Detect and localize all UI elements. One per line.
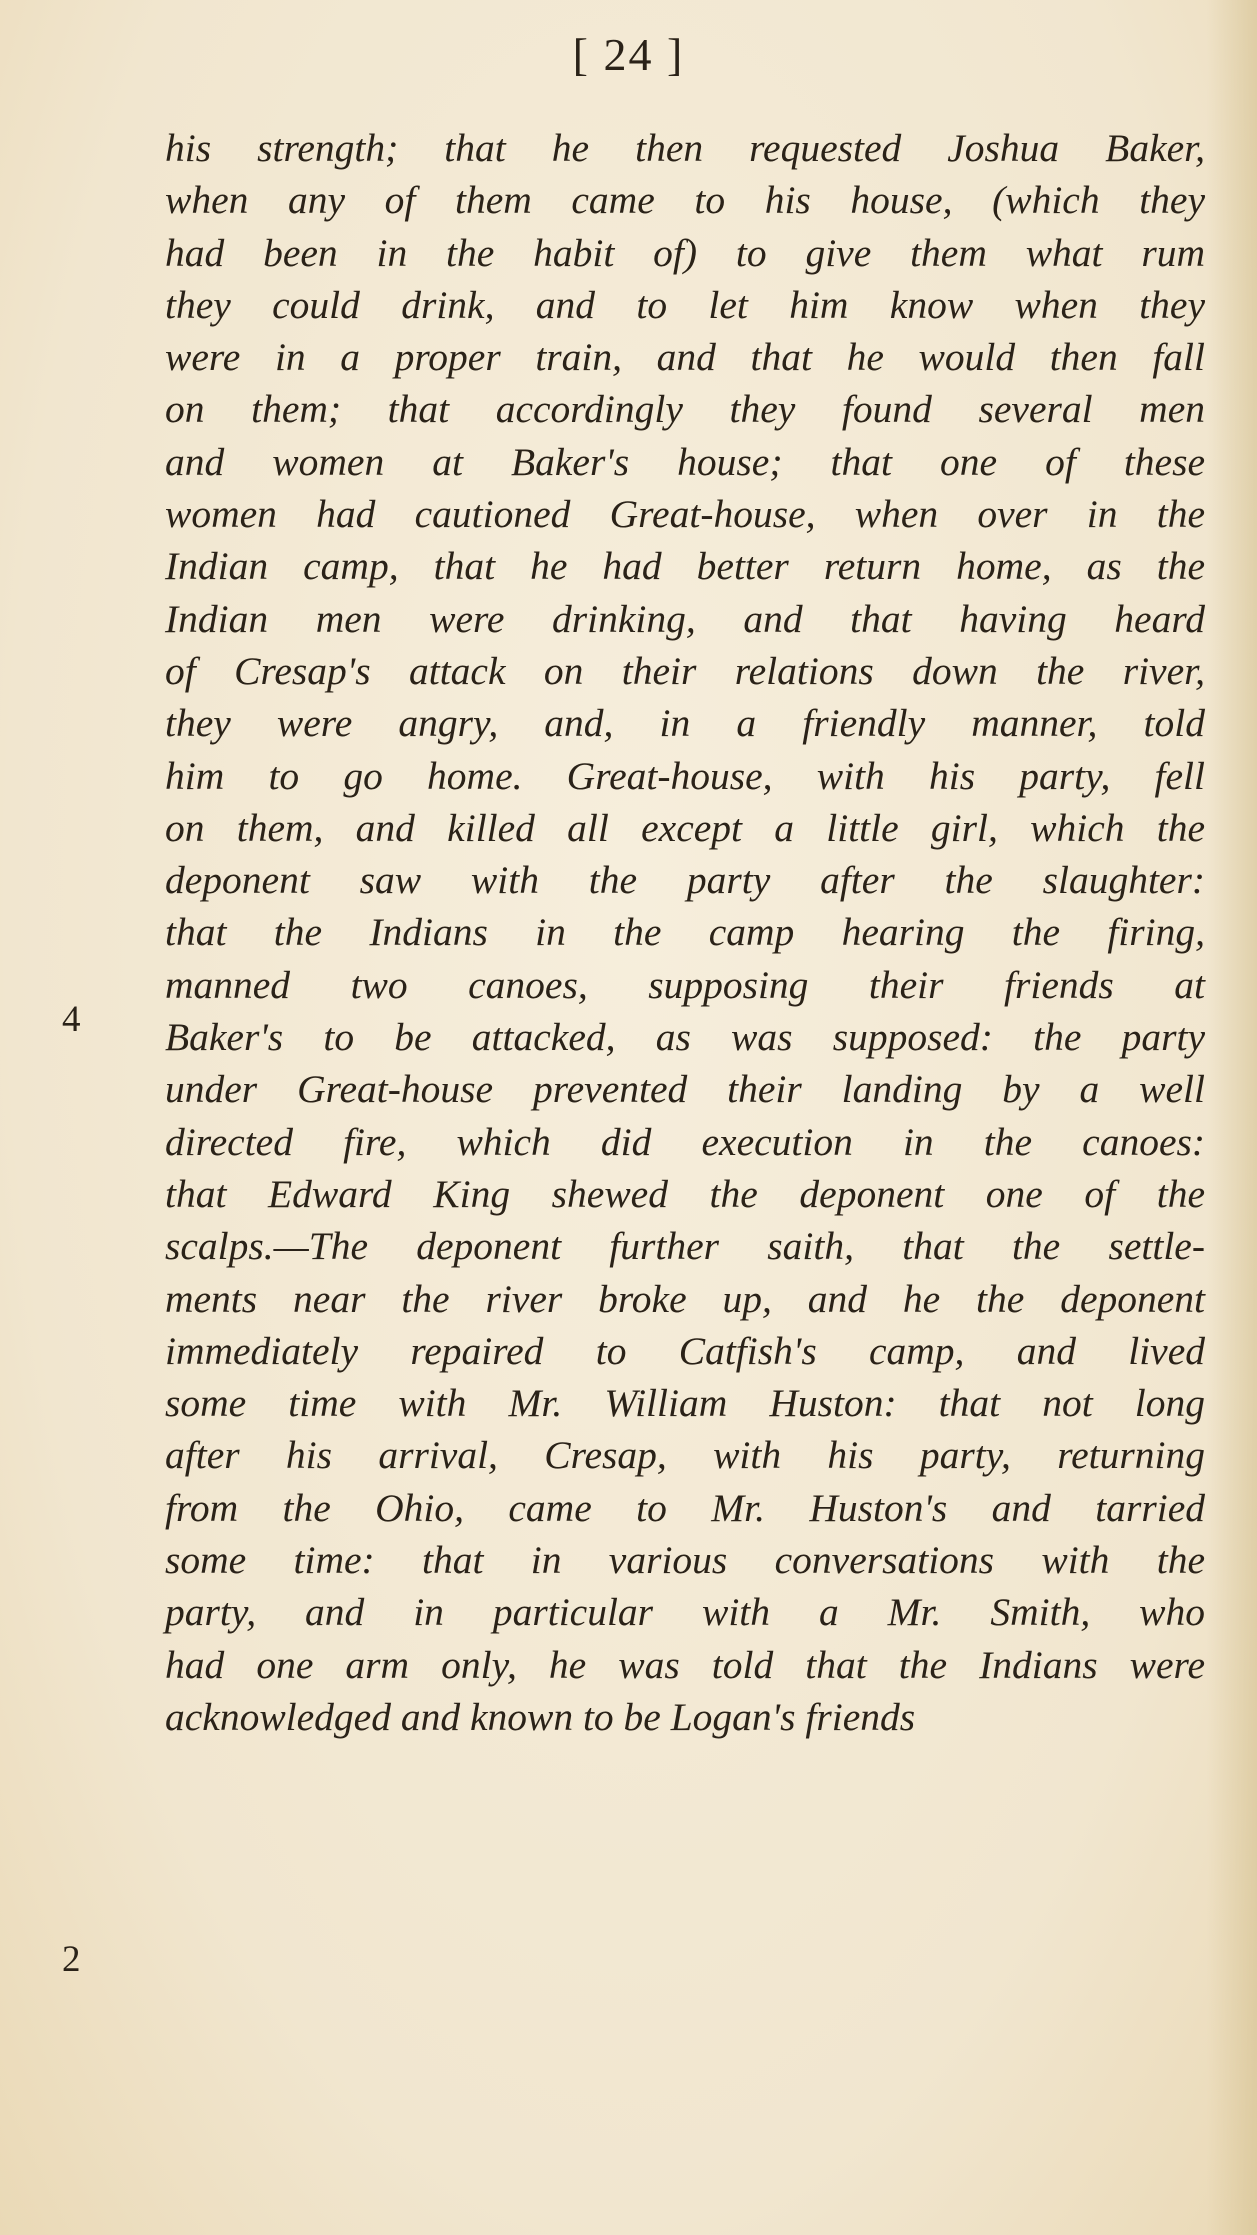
- text-line: Indian men were drinking, and that having heard: [165, 596, 1205, 641]
- text-line: ments near the river broke up, and he the deponent: [165, 1276, 1205, 1321]
- text-line: had one arm only, he was told that the Indians were: [165, 1642, 1205, 1687]
- text-line: Baker's to be attacked, as was supposed: the party: [165, 1015, 1205, 1060]
- text-line: Indian camp, that he had better return home, as the: [165, 544, 1205, 589]
- text-line: when any of them came to his house, (which they: [165, 178, 1205, 223]
- text-line: women had cautioned Great-house, when over in the: [165, 492, 1205, 537]
- text-line: of Cresap's attack on their relations down the river,: [165, 648, 1205, 693]
- text-line: on them, and killed all except a little girl, which the: [165, 805, 1205, 850]
- margin-number: 4: [62, 999, 81, 1040]
- text-line: that Edward King shewed the deponent one of the: [165, 1171, 1205, 1216]
- body-text: [165, 122, 1205, 1743]
- text-line: were in a proper train, and that he would then fall: [165, 335, 1205, 380]
- page-number-header: [ 24 ]: [572, 29, 685, 80]
- text-line: on them; that accordingly they found several men: [165, 387, 1205, 432]
- text-line: immediately repaired to Catfish's camp, and lived: [165, 1328, 1205, 1373]
- text-line: manned two canoes, supposing their friends at: [165, 962, 1205, 1007]
- text-line: deponent saw with the party after the slaughter:: [165, 858, 1205, 903]
- text-line: they could drink, and to let him know when they: [165, 282, 1205, 327]
- text-line: scalps.—The deponent further saith, that the settle-: [165, 1224, 1205, 1269]
- text-line: that the Indians in the camp hearing the firing,: [165, 910, 1205, 955]
- text-line: under Great-house prevented their landing by a well: [165, 1067, 1205, 1112]
- text-line: acknowledged and known to be Logan's friends: [165, 1694, 916, 1739]
- text-line: his strength; that he then requested Joshua Baker,: [165, 126, 1205, 170]
- margin-number: 2: [62, 1939, 81, 1980]
- text-line: had been in the habit of) to give them what rum: [165, 230, 1205, 275]
- text-line: they were angry, and, in a friendly manner, told: [165, 701, 1205, 746]
- text-line: party, and in particular with a Mr. Smith, who: [165, 1590, 1205, 1635]
- text-line: him to go home. Great-house, with his party, fell: [165, 753, 1205, 798]
- text-line: after his arrival, Cresap, with his party, returning: [165, 1433, 1205, 1478]
- text-line: some time with Mr. William Huston: that not long: [165, 1381, 1205, 1426]
- text-line: directed fire, which did execution in the canoes:: [165, 1119, 1205, 1164]
- text-line: from the Ohio, came to Mr. Huston's and tarried: [165, 1485, 1205, 1530]
- text-line: some time: that in various conversations with the: [165, 1538, 1205, 1583]
- text-line: and women at Baker's house; that one of these: [165, 439, 1205, 484]
